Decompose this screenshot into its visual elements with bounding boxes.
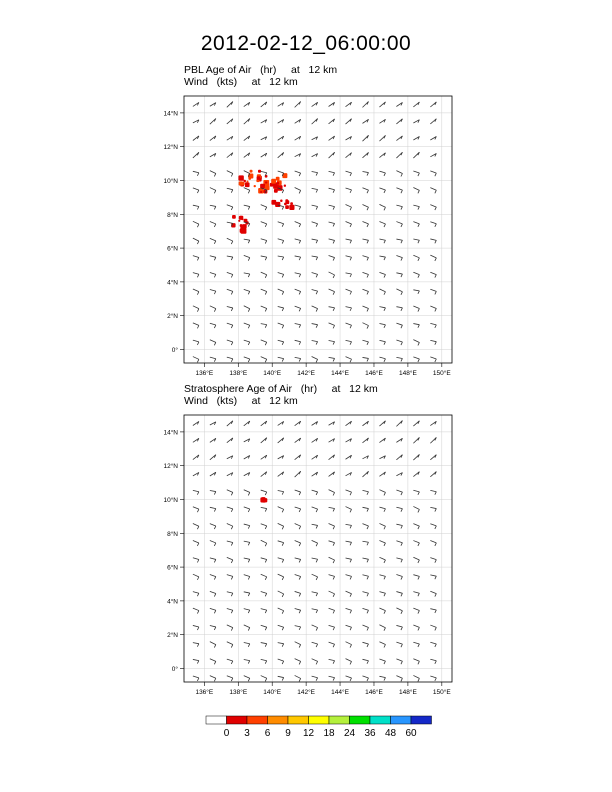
x-tick-label: 148°E (399, 370, 417, 377)
x-tick-label: 138°E (229, 689, 248, 696)
y-tick-label: 10°N (163, 496, 178, 504)
colorbar-swatch (247, 716, 268, 724)
x-tick-label: 150°E (432, 689, 451, 696)
colorbar-label: 24 (343, 728, 356, 739)
y-tick-label: 0° (171, 346, 178, 354)
y-tick-label: 8°N (167, 211, 178, 219)
y-tick-label: 0° (171, 665, 178, 673)
x-tick-label: 138°E (229, 370, 248, 377)
x-tick-label: 148°E (399, 689, 417, 696)
colorbar-swatch (227, 716, 248, 724)
x-tick-label: 146°E (365, 689, 383, 696)
y-tick-label: 8°N (167, 530, 178, 538)
y-tick-label: 6°N (167, 564, 178, 572)
colorbar-label: 6 (264, 728, 271, 739)
y-tick-label: 4°N (167, 598, 178, 606)
y-tick-label: 6°N (167, 245, 178, 253)
colorbar-label: 9 (285, 728, 291, 739)
colorbar-swatch (309, 716, 330, 724)
x-tick-label: 142°E (297, 370, 316, 377)
colorbar-label: 12 (302, 728, 315, 739)
colorbar-swatch (391, 716, 412, 724)
y-tick-label: 12°N (163, 144, 178, 152)
x-tick-label: 136°E (195, 370, 214, 377)
page-title: 2012-02-12_06:00:00 (200, 32, 412, 55)
colorbar-label: 36 (364, 728, 376, 739)
colorbar-label: 60 (405, 728, 417, 739)
colorbar-label: 3 (244, 728, 250, 739)
colorbar-swatch (268, 716, 289, 724)
colorbar-swatch (288, 716, 309, 724)
colorbar-label: 48 (384, 728, 397, 739)
x-tick-label: 144°E (331, 689, 349, 696)
y-tick-label: 2°N (167, 632, 178, 640)
y-tick-label: 14°N (163, 110, 178, 118)
panel-2-wind-label: Wind (kts) at 12 km (184, 395, 298, 407)
colorbar-label: 0 (223, 728, 230, 739)
x-tick-label: 146°E (365, 370, 383, 377)
colorbar-swatch (370, 716, 391, 724)
x-tick-label: 142°E (297, 689, 316, 696)
y-tick-label: 12°N (163, 463, 178, 471)
x-tick-label: 140°E (263, 370, 282, 377)
colorbar-swatch (329, 716, 350, 724)
x-tick-label: 136°E (195, 689, 214, 696)
y-tick-label: 10°N (163, 177, 178, 185)
colorbar-swatch (411, 716, 432, 724)
colorbar-swatch (206, 716, 227, 724)
colorbar-swatch (350, 716, 371, 724)
y-tick-label: 4°N (167, 279, 178, 287)
panel-1-wind-label: Wind (kts) at 12 km (184, 76, 298, 88)
colorbar-label: 18 (323, 728, 335, 739)
panel-2-field-label: Stratosphere Age of Air (hr) at 12 km (184, 383, 378, 395)
y-tick-label: 2°N (167, 313, 178, 321)
y-tick-label: 14°N (163, 429, 178, 437)
panel-1-field-label: PBL Age of Air (hr) at 12 km (184, 64, 338, 76)
x-tick-label: 144°E (331, 370, 349, 377)
x-tick-label: 140°E (263, 689, 282, 696)
x-tick-label: 150°E (432, 370, 451, 377)
